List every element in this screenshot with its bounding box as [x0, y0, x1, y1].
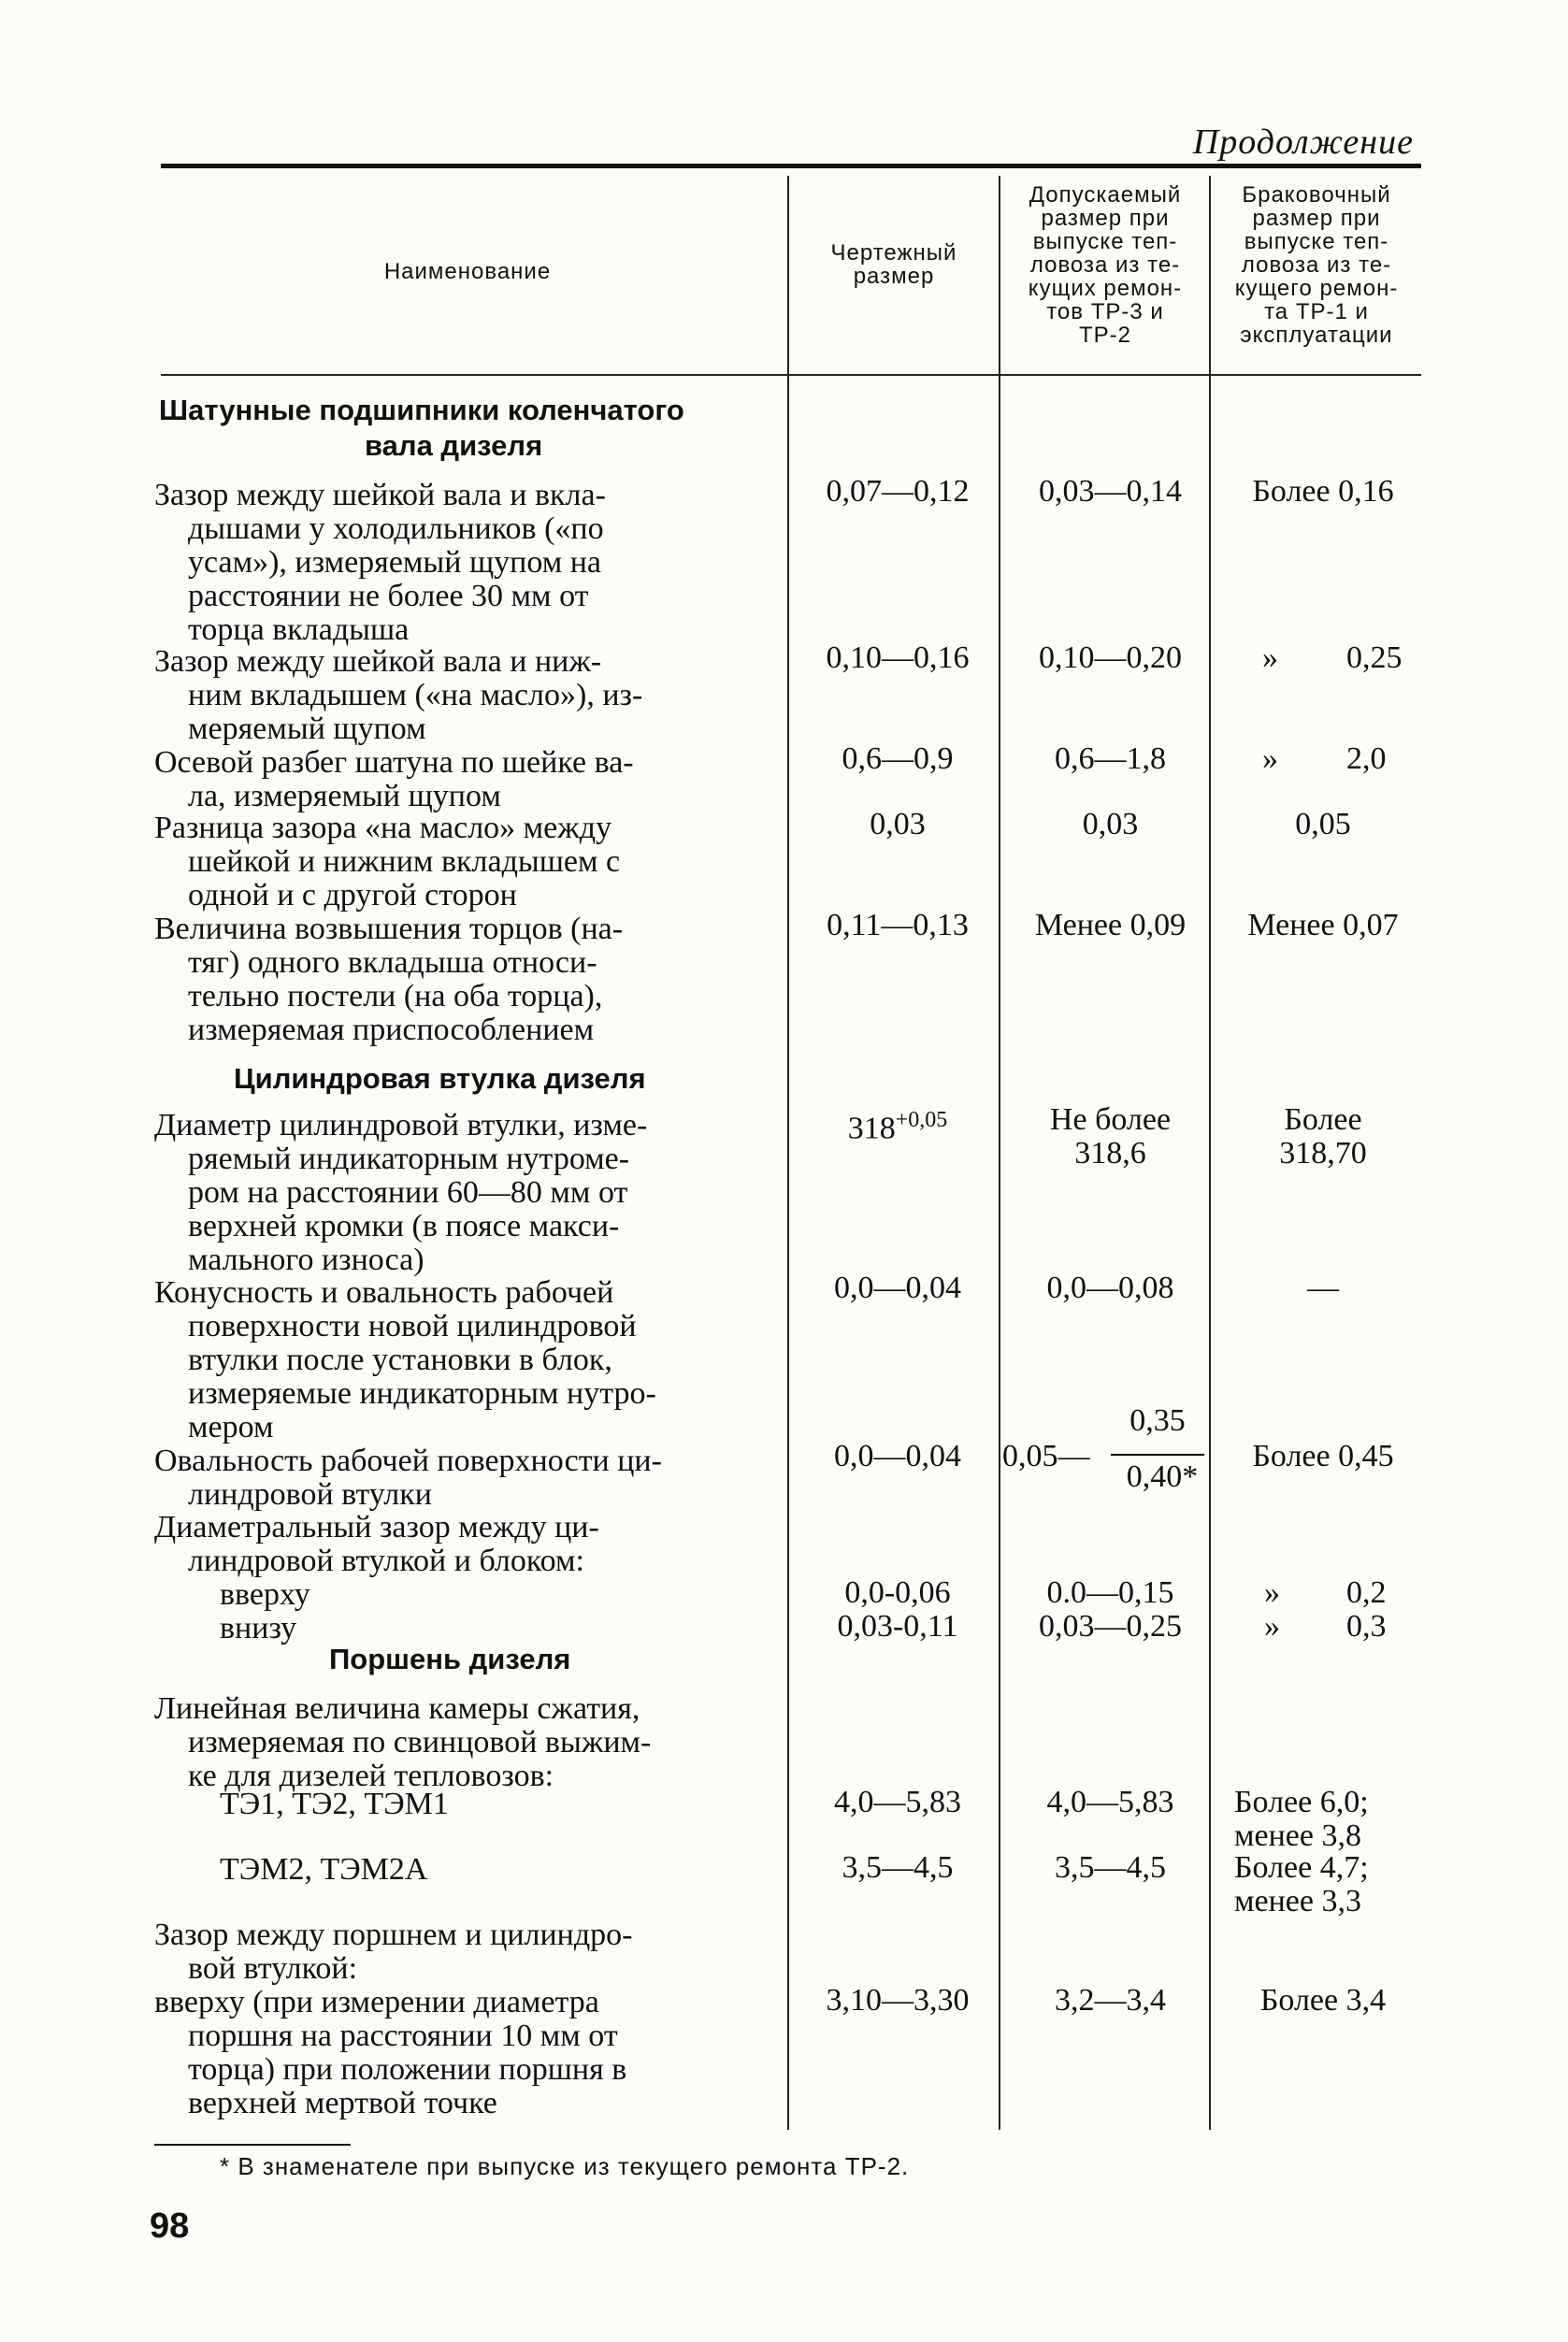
- reject-r4: 0,05: [1295, 807, 1351, 841]
- reject-r10a: Более 6,0; менее 3,8: [1234, 1785, 1369, 1853]
- ditto-mark-r2: »: [1262, 640, 1278, 675]
- row-name-r1: Зазор между шейкой вала и вкла- дышами у холодильников («по усам»), измеряемый щупом на расстоянии не более 30 мм от торца вкладыша: [154, 478, 606, 647]
- header-allowed: Допускаемый размер при выпуске теп- ловоза из те- кущих ремон- тов ТР-3 и ТР-2: [1028, 182, 1183, 348]
- row-name-r5: Величина возвышения торцов (на- тяг) одного вкладыша относи- тельно постели (на оба торца), измеряемая приспособлением: [154, 912, 624, 1047]
- allowed-r7: 0,0—0,08: [1046, 1271, 1174, 1305]
- row-name-r7: Конусность и овальность рабочей поверхности новой цилиндровой втулки после установки в блок, измеряемые индикаторным нутро- мером: [154, 1275, 656, 1444]
- row-name-r9a: вверху: [220, 1577, 310, 1612]
- footnote: * В знаменателе при выпуске из текущего ремонта ТР-2.: [220, 2152, 910, 2180]
- allowed-r6: Не более 318,6: [1049, 1102, 1172, 1171]
- row-name-r10a: ТЭ1, ТЭ2, ТЭМ1: [220, 1787, 449, 1821]
- drawing-r10a: 4,0—5,83: [834, 1785, 961, 1819]
- reject-r8: Более 0,45: [1252, 1439, 1394, 1473]
- row-name-r2: Зазор между шейкой вала и ниж- ним вкладышем («на масло»), из- меряемый щупом: [154, 644, 643, 746]
- drawing-r9a: 0,0-0,06: [844, 1575, 951, 1610]
- ditto-mark-r3: »: [1262, 741, 1278, 776]
- drawing-r1: 0,07—0,12: [826, 474, 970, 509]
- row-name-r4: Разница зазора «на масло» между шейкой и нижним вкладышем с одной и с другой сторон: [154, 811, 621, 912]
- column-divider-1: [787, 176, 789, 2130]
- allowed-r8-numerator: 0,35: [1129, 1403, 1186, 1438]
- drawing-r6-tolerance: +0,05: [895, 1108, 948, 1132]
- reject-r10b: Более 4,7; менее 3,3: [1234, 1850, 1369, 1918]
- reject-r9a: 0,2: [1346, 1575, 1387, 1610]
- section-title-cylinder-liner: Цилиндровая втулка дизеля: [234, 1062, 646, 1095]
- reject-r6: Более 318,70: [1279, 1102, 1367, 1171]
- allowed-r9a: 0.0—0,15: [1046, 1575, 1174, 1610]
- drawing-r9b: 0,03-0,11: [837, 1609, 958, 1644]
- drawing-r5: 0,11—0,13: [827, 908, 969, 942]
- row-name-r6: Диаметр цилиндровой втулки, изме- ряемый индикаторным нутроме- ром на расстоянии 60—80 мм от верхней кромки (в поясе макси- мального износа): [154, 1108, 648, 1277]
- allowed-r4: 0,03: [1082, 807, 1139, 841]
- drawing-r11a: 3,10—3,30: [826, 1983, 970, 2018]
- page-number: 98: [150, 2206, 190, 2246]
- reject-r7: —: [1307, 1271, 1339, 1305]
- allowed-r10a: 4,0—5,83: [1046, 1785, 1174, 1819]
- allowed-r11a: 3,2—3,4: [1055, 1983, 1166, 2018]
- header-drawing: Чертежный размер: [830, 240, 957, 289]
- allowed-r10b: 3,5—4,5: [1055, 1850, 1166, 1885]
- allowed-r8-prefix: 0,05—: [1002, 1439, 1090, 1473]
- reject-r5: Менее 0,07: [1247, 908, 1399, 942]
- allowed-r9b: 0,03—0,25: [1039, 1609, 1182, 1644]
- section-title-bearings: Шатунные подшипники коленчатого вала дизеля: [159, 394, 684, 462]
- top-rule: [161, 164, 1421, 168]
- row-name-r11a: вверху (при измерении диаметра поршня на расстоянии 10 мм от торца) при положении поршня в верхней мертвой точке: [154, 1985, 627, 2120]
- row-name-r10b: ТЭМ2, ТЭМ2А: [220, 1852, 428, 1887]
- row-name-r8: Овальность рабочей поверхности ци- линдровой втулки: [154, 1444, 662, 1512]
- ditto-mark-r9a: »: [1264, 1575, 1280, 1610]
- drawing-r4: 0,03: [870, 807, 926, 841]
- section-title-piston: Поршень дизеля: [329, 1643, 571, 1675]
- header-reject: Браковочный размер при выпуске теп- ловоза из те- кущего ремон- та ТР-1 и эксплуатации: [1234, 182, 1399, 348]
- reject-r1: Более 0,16: [1252, 474, 1394, 509]
- drawing-r8: 0,0—0,04: [834, 1439, 961, 1473]
- row-name-r3: Осевой разбег шатуна по шейке ва- ла, измеряемый щупом: [154, 745, 634, 813]
- row-name-r9: Диаметральный зазор между ци- линдровой втулкой и блоком:: [154, 1510, 599, 1578]
- drawing-r3: 0,6—0,9: [842, 741, 954, 776]
- reject-r9b: 0,3: [1346, 1609, 1387, 1644]
- continuation-label: Продолжение: [1192, 122, 1414, 162]
- allowed-r3: 0,6—1,8: [1055, 741, 1166, 776]
- allowed-r8-denominator: 0,40*: [1126, 1459, 1199, 1494]
- drawing-r2: 0,10—0,16: [826, 640, 970, 675]
- reject-r3: 2,0: [1346, 741, 1387, 776]
- drawing-r10b: 3,5—4,5: [842, 1850, 954, 1885]
- allowed-r1: 0,03—0,14: [1039, 474, 1182, 509]
- row-name-r9b: внизу: [220, 1611, 297, 1645]
- drawing-r7: 0,0—0,04: [834, 1271, 961, 1305]
- drawing-r6: $318^{+0,05}$: [847, 1108, 948, 1146]
- allowed-r5: Менее 0,09: [1034, 908, 1187, 942]
- header-separator: [161, 374, 1421, 376]
- row-name-r10: Линейная величина камеры сжатия, измеряемая по свинцовой выжим- ке для дизелей тепловозов:: [154, 1691, 652, 1793]
- reject-r11a: Более 3,4: [1259, 1983, 1387, 2018]
- fraction-bar: [1111, 1454, 1204, 1456]
- row-name-r11: Зазор между поршнем и цилиндро- вой втулкой:: [154, 1918, 633, 1986]
- allowed-r2: 0,10—0,20: [1039, 640, 1182, 675]
- ditto-mark-r9b: »: [1264, 1609, 1280, 1644]
- footnote-rule: [154, 2144, 351, 2146]
- header-name: Наименование: [383, 259, 552, 284]
- column-divider-2: [999, 176, 1000, 2130]
- reject-r2: 0,25: [1346, 640, 1403, 675]
